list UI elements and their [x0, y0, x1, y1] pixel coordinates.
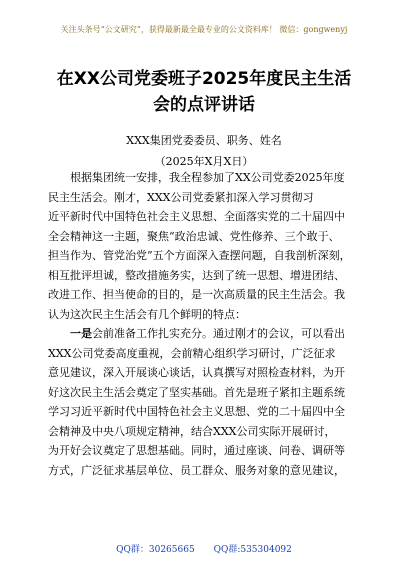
paragraph-line-text: 会前准备工作扎实充分。通过刚才的会议，可以看出 [92, 327, 345, 340]
paragraph-line: 担当作为、管党治党”五个方面深入查摆问题，自我剖析深刻， [48, 249, 351, 262]
author-byline: XXX集团党委委员、职务、姓名 [126, 134, 282, 147]
footer-contacts [0, 542, 408, 555]
paragraph-line: 方式，广泛征求基层单位、员工群众、服务对象的意见建议， [48, 463, 345, 477]
paragraph-line: 近平新时代中国特色社会主义思想、全面落实党的二十届四中 [48, 210, 345, 223]
footer-qq-group-2: QQ群:535304092 [213, 545, 292, 555]
paragraph-line: 全会精神这一主题，聚焦“政治忠诚、党性修养、三个敢于、 [48, 229, 340, 243]
paragraph-line: 好这次民主生活会奠定了坚实基础。首先是班子紧扣主题系统 [48, 385, 345, 399]
paragraph-line: 根据集团统一安排，我全程参加了XX公司党委2025年度 [70, 171, 345, 184]
paragraph-line: 相互批评坦诚，整改措施务实，达到了统一思想、增进团结、 [48, 268, 345, 282]
paragraph-line: XXX公司党委高度重视，会前精心组织学习研讨，广泛征求 [48, 346, 336, 360]
paragraph-line: 学习习近平新时代中国特色社会主义思想、党的二十届四中全 [48, 405, 345, 418]
document-title-line2: 会的点评讲话 [153, 95, 255, 115]
paragraph-line: 民主生活会。刚才，XXX公司党委紧扣深入学习贯彻习 [48, 190, 314, 204]
paragraph-lead: 一是 [70, 327, 92, 340]
speech-date: （2025年X月X日） [154, 155, 254, 168]
paragraph-line: 改进工作、担当使命的目的，是一次高质量的民主生活会。我 [48, 288, 345, 301]
paragraph-1 [48, 168, 366, 324]
paragraph-line [48, 324, 366, 344]
document-title-line1: 在XX公司党委班子2025年度民主生活 [56, 69, 352, 89]
paragraph-line: 意见建议，深入开展谈心谈话，认真撰写对照检查材料，为开 [48, 366, 345, 379]
paragraph-line: 会精神及中央八项规定精神，结合XXX公司实际开展研讨， [48, 424, 336, 438]
footer-qq-group-1: QQ群：30265665 [116, 545, 195, 555]
paragraph-line: 认为这次民主生活会有几个鲜明的特点： [48, 307, 246, 321]
header-note: 关注头条号“公文研究”，获得最新最全最专业的公文资料库！ 微信：gongwenyj [60, 25, 348, 34]
paragraph-2 [48, 324, 366, 480]
paragraph-line: 为开好会议奠定了思想基础。同时，通过座谈、问卷、调研等 [48, 444, 345, 457]
